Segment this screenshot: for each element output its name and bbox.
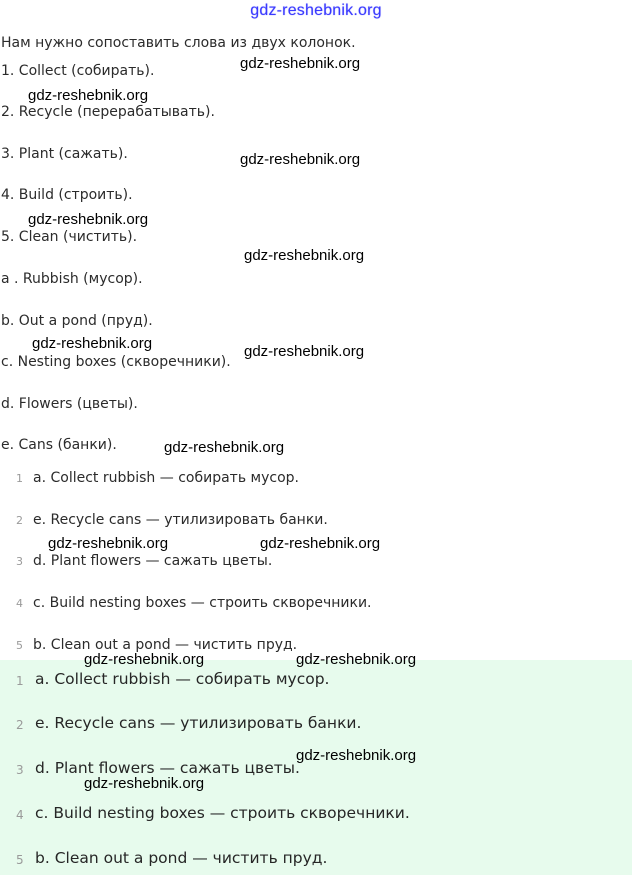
watermark: gdz-reshebnik.org bbox=[84, 775, 205, 792]
final-answer-text: c. Build nesting boxes — строить скворечники. bbox=[35, 804, 410, 822]
right-item-d: d. Flowers (цветы). bbox=[1, 396, 138, 412]
final-answer-text: b. Clean out a pond — чистить пруд. bbox=[35, 849, 328, 867]
final-answer-text: d. Plant flowers — сажать цветы. bbox=[35, 759, 300, 777]
right-item-b: b. Out a pond (пруд). bbox=[1, 313, 153, 329]
final-answer-number: 1 bbox=[16, 674, 24, 688]
left-item-1: 1. Collect (собирать). bbox=[1, 63, 155, 79]
answer-number: 2 bbox=[16, 514, 23, 527]
final-answer-number: 5 bbox=[16, 853, 24, 867]
watermark: gdz-reshebnik.org bbox=[244, 247, 365, 264]
answer-text: b. Clean out a pond — чистить пруд. bbox=[33, 637, 298, 653]
final-answer-number: 4 bbox=[16, 808, 24, 822]
answer-text: a. Collect rubbish — собирать мусор. bbox=[33, 470, 299, 486]
answer-number: 4 bbox=[16, 597, 23, 610]
left-item-4: 4. Build (строить). bbox=[1, 187, 133, 203]
final-answer-text: e. Recycle cans — утилизировать банки. bbox=[35, 714, 362, 732]
watermark: gdz-reshebnik.org bbox=[164, 439, 285, 456]
answer-text: e. Recycle cans — утилизировать банки. bbox=[33, 512, 328, 528]
watermark: gdz-reshebnik.org bbox=[32, 335, 153, 352]
answer-number: 5 bbox=[16, 639, 23, 652]
left-item-2: 2. Recycle (перерабатывать). bbox=[1, 104, 215, 120]
watermark: gdz-reshebnik.org bbox=[240, 55, 361, 72]
watermark: gdz-reshebnik.org bbox=[28, 211, 149, 228]
final-answer-number: 2 bbox=[16, 718, 24, 732]
watermark: gdz-reshebnik.org bbox=[28, 87, 149, 104]
left-item-5: 5. Clean (чистить). bbox=[1, 229, 138, 245]
watermark: gdz-reshebnik.org bbox=[260, 535, 381, 552]
watermark: gdz-reshebnik.org bbox=[84, 651, 205, 668]
answer-number: 1 bbox=[16, 472, 23, 485]
site-banner-link[interactable]: gdz-reshebnik.org bbox=[250, 2, 382, 19]
watermark: gdz-reshebnik.org bbox=[296, 747, 417, 764]
left-item-3: 3. Plant (сажать). bbox=[1, 146, 128, 162]
answer-text: c. Build nesting boxes — строить скворечники. bbox=[33, 595, 372, 611]
intro-text: Нам нужно сопоставить слова из двух колонок. bbox=[1, 35, 356, 51]
watermark: gdz-reshebnik.org bbox=[240, 151, 361, 168]
right-item-e: e. Cans (банки). bbox=[1, 437, 117, 453]
answer-text: d. Plant flowers — сажать цветы. bbox=[33, 553, 273, 569]
final-answer-text: a. Collect rubbish — собирать мусор. bbox=[35, 670, 330, 688]
right-item-a: a . Rubbish (мусор). bbox=[1, 271, 143, 287]
right-item-c: c. Nesting boxes (скворечники). bbox=[1, 354, 231, 370]
final-answer-number: 3 bbox=[16, 763, 24, 777]
answer-number: 3 bbox=[16, 555, 23, 568]
final-answer-block bbox=[0, 660, 632, 875]
watermark: gdz-reshebnik.org bbox=[296, 651, 417, 668]
watermark: gdz-reshebnik.org bbox=[48, 535, 169, 552]
watermark: gdz-reshebnik.org bbox=[244, 343, 365, 360]
